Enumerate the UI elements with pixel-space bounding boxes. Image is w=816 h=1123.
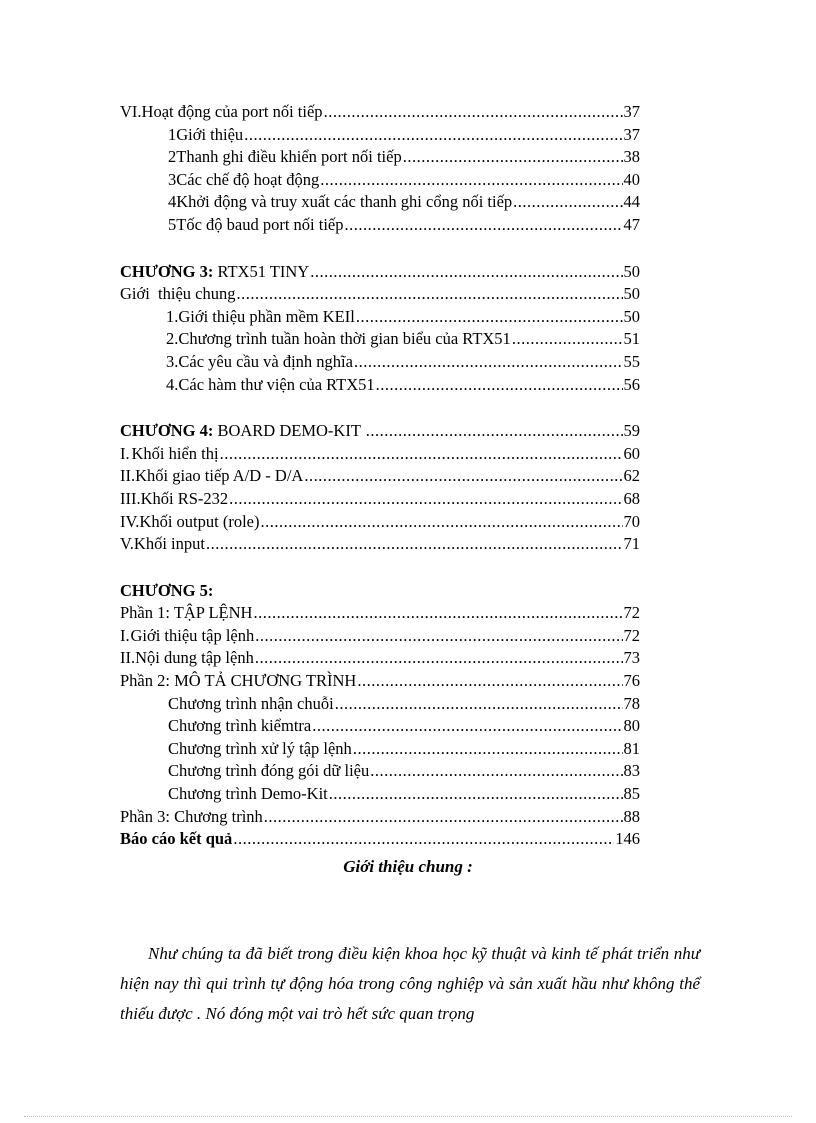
toc-chapter-label: CHƯƠNG 5: — [120, 580, 214, 600]
toc-page: 47 — [623, 214, 640, 234]
toc-item — [120, 306, 640, 329]
toc-leader — [356, 306, 623, 329]
toc-item — [120, 465, 640, 488]
toc-title: Chương trình nhận chuỗi — [168, 693, 334, 713]
toc-leader — [233, 828, 614, 851]
toc-number: 5 — [168, 214, 177, 234]
toc-title: Giới thiệu chung — [120, 284, 236, 304]
toc-title: Các hàm thư viện của RTX51 — [178, 374, 375, 394]
toc-leader — [353, 738, 623, 761]
toc-leader — [329, 783, 623, 806]
page-footer-divider — [24, 1116, 792, 1117]
toc-item — [120, 351, 640, 374]
toc-leader — [255, 647, 623, 670]
toc-title: Chương trình xử lý tập lệnh — [168, 738, 352, 758]
toc-leader — [310, 261, 622, 284]
toc-chapter-5 — [120, 580, 640, 603]
toc-number: 3 — [168, 169, 177, 189]
toc-number: 1. — [166, 306, 179, 326]
toc-number: II. — [120, 466, 136, 486]
toc-item — [120, 533, 640, 556]
toc-title: Khối hiển thị — [131, 443, 219, 463]
toc-leader — [312, 715, 622, 738]
toc-title: Giới thiệu phần mềm KEIl — [178, 306, 355, 326]
toc-title: Khối output (role) — [139, 511, 260, 531]
toc-page: 62 — [623, 466, 640, 486]
toc-page: 78 — [623, 693, 640, 713]
toc-number: VI. — [120, 102, 142, 121]
toc-page: 81 — [623, 738, 640, 758]
toc-item — [120, 443, 640, 466]
toc-leader — [229, 488, 622, 511]
toc-leader — [366, 420, 623, 443]
toc-title: Khối input — [133, 534, 205, 554]
toc-leader — [320, 169, 622, 192]
toc-page: 70 — [623, 511, 640, 531]
toc-item — [120, 191, 640, 214]
toc-section-vi — [120, 101, 640, 124]
toc-number: V. — [120, 534, 134, 554]
toc-leader — [206, 533, 623, 556]
toc-page: 76 — [623, 671, 640, 691]
toc-page: 73 — [623, 648, 640, 668]
toc-page: 51 — [623, 329, 640, 349]
toc-part-3 — [120, 806, 640, 829]
toc-title: Chương trình Demo-Kit — [168, 784, 328, 804]
toc-title: Các yêu cầu và định nghĩa — [178, 351, 353, 371]
toc-number: II. — [120, 648, 136, 668]
toc-title: Các chế độ hoạt động — [176, 169, 320, 189]
toc-title: Thanh ghi điều khiển port nối tiếp — [176, 147, 402, 167]
toc-item — [120, 783, 640, 806]
toc-item — [120, 760, 640, 783]
toc-item — [120, 146, 640, 169]
toc-page: 68 — [623, 488, 640, 508]
toc-leader — [512, 328, 623, 351]
toc-number: III. — [120, 488, 141, 508]
toc-part-2 — [120, 670, 640, 693]
toc-number: 4 — [168, 192, 177, 212]
toc-leader — [324, 101, 623, 124]
toc-chapter-4 — [120, 420, 640, 443]
table-of-contents — [120, 101, 640, 851]
toc-leader — [370, 760, 622, 783]
toc-item — [120, 488, 640, 511]
toc-chapter-3 — [120, 261, 640, 284]
toc-title: Chương trình đóng gói dữ liệu — [168, 761, 370, 781]
toc-page: 44 — [623, 192, 640, 212]
toc-leader — [304, 465, 622, 488]
toc-title: Giới thiệu — [176, 124, 244, 144]
toc-leader — [255, 625, 622, 648]
toc-page: 60 — [623, 443, 640, 463]
toc-chapter-label: CHƯƠNG 4: — [120, 421, 214, 441]
toc-leader — [513, 191, 622, 214]
toc-title: Khối RS-232 — [140, 488, 229, 508]
toc-item — [120, 169, 640, 192]
toc-item — [120, 124, 640, 147]
toc-title: Báo cáo kết quả — [120, 829, 233, 849]
toc-number: I. — [120, 443, 130, 463]
toc-page: 38 — [623, 147, 640, 167]
toc-chapter-title: RTX51 TINY — [213, 261, 310, 281]
toc-leader — [244, 124, 622, 147]
toc-title: Phần 2: MÔ TẢ CHƯƠNG TRÌNH — [120, 671, 357, 691]
toc-page: 55 — [623, 351, 640, 371]
toc-chapter-label: CHƯƠNG 3: — [120, 261, 214, 281]
toc-item — [120, 214, 640, 237]
toc-page: 146 — [615, 829, 640, 849]
toc-part-1 — [120, 602, 640, 625]
toc-leader — [403, 146, 623, 169]
toc-item — [120, 283, 640, 306]
toc-title: Nội dung tập lệnh — [135, 648, 254, 668]
toc-number: 1 — [168, 124, 177, 144]
toc-title: Chương trình tuần hoàn thời gian biểu của RTX51 — [178, 329, 511, 349]
toc-leader — [354, 351, 623, 374]
toc-title: Khởi động và truy xuất các thanh ghi cổng nối tiếp — [176, 192, 513, 212]
toc-page: 40 — [623, 169, 640, 189]
toc-item — [120, 625, 640, 648]
toc-page: 71 — [623, 534, 640, 554]
toc-page: 72 — [623, 603, 640, 623]
toc-leader — [220, 443, 623, 466]
toc-item — [120, 511, 640, 534]
toc-title: Tốc độ baud port nối tiếp — [176, 214, 344, 234]
toc-leader — [345, 214, 623, 237]
toc-number: I. — [120, 625, 130, 645]
toc-title: Khối giao tiếp A/D - D/A — [135, 466, 304, 486]
toc-leader — [264, 806, 623, 829]
toc-leader — [253, 602, 622, 625]
toc-number: IV. — [120, 511, 140, 531]
toc-page: 50 — [623, 306, 640, 326]
toc-chapter-title: BOARD DEMO-KIT — [213, 421, 365, 441]
toc-item — [120, 647, 640, 670]
toc-leader — [260, 511, 622, 534]
toc-page: 37 — [623, 102, 640, 121]
toc-page: 50 — [623, 284, 640, 304]
section-heading: Giới thiệu chung : — [343, 857, 473, 876]
toc-page: 50 — [623, 261, 640, 281]
toc-page: 59 — [623, 421, 640, 441]
toc-title: Phần 1: TẬP LỆNH — [120, 603, 253, 623]
toc-title: Giới thiệu tập lệnh — [130, 625, 255, 645]
toc-leader — [237, 283, 623, 306]
toc-page: 85 — [623, 784, 640, 804]
toc-leader — [335, 693, 623, 716]
toc-item — [120, 738, 640, 761]
toc-item — [120, 693, 640, 716]
intro-paragraph: Như chúng ta đã biết trong điều kiện khoa học kỹ thuật và kinh tế phát triển như hiện nay thì qui trình tự động hóa trong công nghiệp và sản xuất hầu như không thể thiếu được . Nó đóng một vai trò hết sức quan trọng — [120, 944, 700, 1023]
toc-item — [120, 374, 640, 397]
toc-page: 37 — [623, 124, 640, 144]
toc-item — [120, 328, 640, 351]
toc-title: Hoạt động của port nối tiếp — [141, 102, 323, 121]
toc-number: 2 — [168, 147, 177, 167]
toc-number: 2. — [166, 329, 179, 349]
toc-report — [120, 828, 640, 851]
toc-leader — [357, 670, 622, 693]
toc-title: Phần 3: Chương trình — [120, 806, 263, 826]
toc-page: 88 — [623, 806, 640, 826]
toc-leader — [376, 374, 623, 397]
toc-page: 80 — [623, 716, 640, 736]
toc-number: 4. — [166, 374, 179, 394]
toc-page: 83 — [623, 761, 640, 781]
toc-title: Chương trình kiểmtra — [168, 716, 312, 736]
toc-item — [120, 715, 640, 738]
toc-page: 72 — [623, 625, 640, 645]
toc-number: 3. — [166, 351, 179, 371]
toc-page: 56 — [623, 374, 640, 394]
